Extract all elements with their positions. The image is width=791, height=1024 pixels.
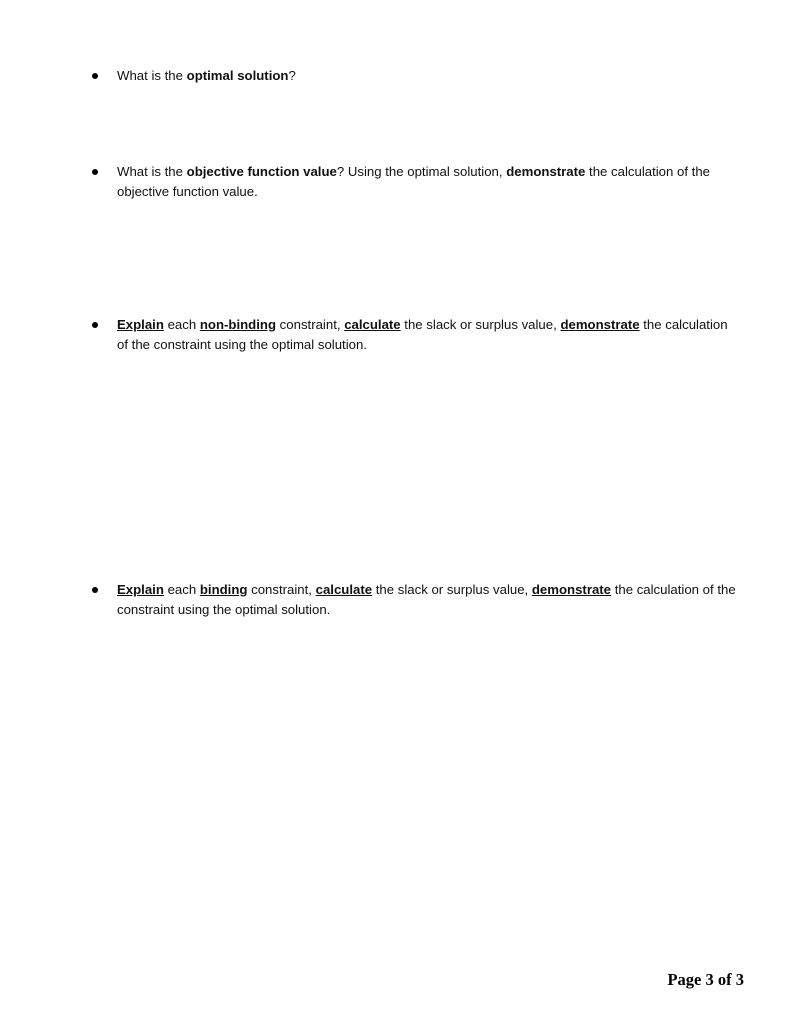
question-text xyxy=(117,315,742,354)
emphasized-term: binding xyxy=(199,582,248,597)
question-objective-function-value xyxy=(92,162,742,201)
text-run: constraint, xyxy=(276,317,345,332)
text-run: What is the xyxy=(117,164,187,179)
bullet-icon xyxy=(92,73,98,79)
bullet-icon xyxy=(92,322,98,328)
emphasized-term: Explain xyxy=(117,582,164,597)
text-run: constraint, xyxy=(247,582,316,597)
question-text xyxy=(117,162,742,201)
emphasized-term: non-binding xyxy=(199,317,277,332)
bold-term: optimal solution xyxy=(186,68,289,83)
text-run: the slack or surplus value, xyxy=(372,582,532,597)
text-run: the slack or surplus value, xyxy=(400,317,561,332)
question-text xyxy=(117,580,742,619)
text-run: ? Using the optimal solution, xyxy=(336,164,507,179)
question-binding-constraints xyxy=(92,580,742,619)
question-text xyxy=(117,66,742,86)
text-run: each xyxy=(163,317,200,332)
page-number: Page 3 of 3 xyxy=(667,970,744,989)
bullet-icon xyxy=(92,169,98,175)
emphasized-term: demonstrate xyxy=(560,317,640,332)
text-run: What is the xyxy=(117,68,187,83)
bold-term: objective function value xyxy=(186,164,337,179)
text-run: each xyxy=(163,582,200,597)
emphasized-term: demonstrate xyxy=(531,582,612,597)
emphasized-term: calculate xyxy=(315,582,373,597)
question-non-binding-constraints xyxy=(92,315,742,354)
bullet-icon xyxy=(92,587,98,593)
bold-term: demonstrate xyxy=(506,164,586,179)
text-run: the calculation of the constraint using the optimal solution. xyxy=(117,582,736,617)
text-run: ? xyxy=(288,68,296,83)
emphasized-term: calculate xyxy=(344,317,401,332)
emphasized-term: Explain xyxy=(117,317,164,332)
text-run: the calculation of the constraint using the optimal solution. xyxy=(117,317,728,352)
text-run: the calculation of the objective function value. xyxy=(117,164,711,199)
question-optimal-solution xyxy=(92,66,742,86)
